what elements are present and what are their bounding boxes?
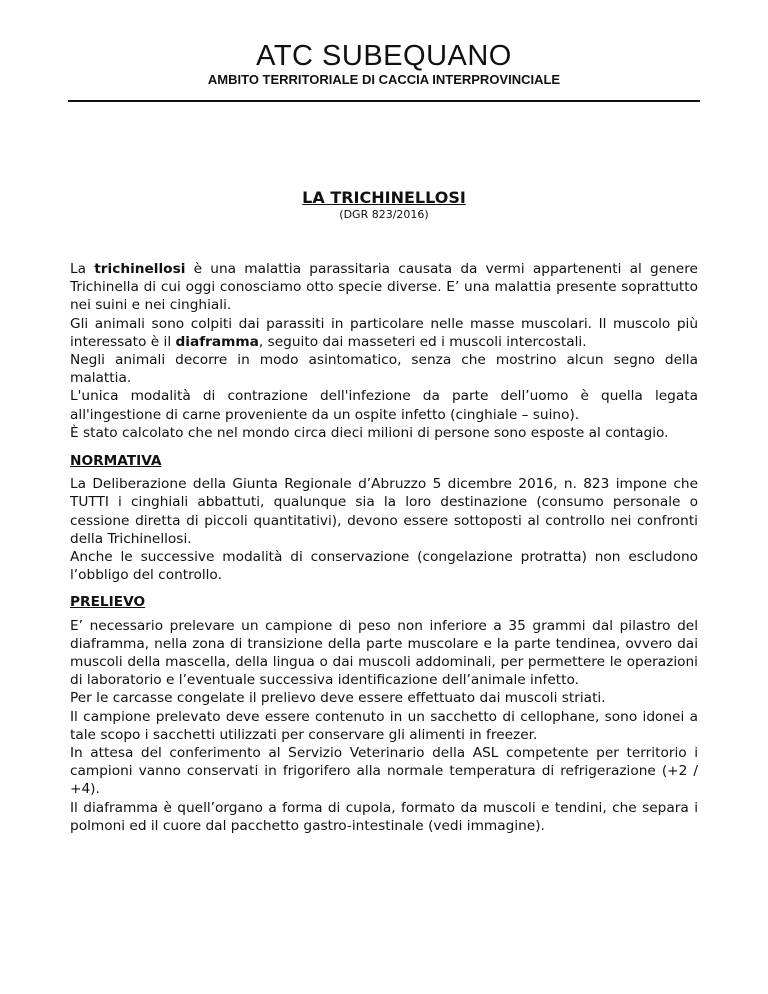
intro-paragraph-2	[70, 315, 698, 351]
text-run: è una malattia parassitaria causata da vermi appartenenti al genere Trichinella di cui oggi conosciamo otto specie diverse. E’ una malattia presente soprattutto nei suini e nei cinghiali.	[70, 261, 698, 314]
normativa-paragraph-1: La Deliberazione della Giunta Regionale d’Abruzzo 5 dicembre 2016, n. 823 impone che TUTTI i cinghiali abbattuti, qualunque sia la loro destinazione (consumo personale o cessione diretta di piccoli quantitativi), devono essere sottoposti al controllo nei confronti della Trichinellosi.	[70, 476, 698, 547]
text-run: Gli animali sono colpiti dai parassiti in particolare nelle masse muscolari. Il muscolo più interessato è il	[70, 315, 698, 350]
intro-paragraph-1	[70, 260, 698, 315]
bold-term-diaframma: diaframma	[175, 333, 259, 350]
document-title: LA TRICHINELLOSI	[302, 188, 466, 207]
prelievo-paragraph-5: Il diaframma è quell’organo a forma di cupola, formato da muscoli e tendini, che separa i polmoni ed il cuore dal pacchetto gastro-intestinale (vedi immagine).	[70, 799, 698, 834]
organization-subtitle: AMBITO TERRITORIALE DI CACCIA INTERPROVINCIALE	[207, 72, 561, 87]
prelievo-paragraph-1: E’ necessario prelevare un campione di peso non inferiore a 35 grammi dal pilastro del diaframma, nella zona di transizione della parte muscolare e la parte tendinea, ovvero dai muscoli della mascella, della lingua o dai muscoli addominali, per permettere le operazioni di laboratorio e l’eventuale successiva identificazione dell’animale infetto.	[70, 617, 698, 689]
intro-paragraph-4: L'unica modalità di contrazione dell'infezione da parte dell’uomo è quella legata all'ingestione di carne proveniente da un ospite infetto (cinghiale – suino).	[70, 388, 698, 423]
intro-paragraph-3: Negli animali decorre in modo asintomatico, senza che mostrino alcun segno della malattia.	[70, 352, 698, 387]
document-body	[70, 260, 698, 835]
section-heading-prelievo: PRELIEVO	[70, 594, 146, 611]
prelievo-paragraph-3: Il campione prelevato deve essere contenuto in un sacchetto di cellophane, sono idonei a tale scopo i sacchetti utilizzati per conservare gli alimenti in freezer.	[70, 708, 698, 743]
header-divider	[68, 100, 700, 102]
prelievo-paragraph-4: In attesa del conferimento al Servizio Veterinario della ASL competente per territorio i campioni vanno conservati in frigorifero alla normale temperatura di refrigerazione (+2 / +4).	[70, 745, 698, 798]
section-heading-normativa: NORMATIVA	[70, 453, 162, 470]
intro-paragraph-5: È stato calcolato che nel mondo circa dieci milioni di persone sono esposte al contagio.	[70, 424, 669, 441]
normativa-paragraph-2: Anche le successive modalità di conservazione (congelazione protratta) non escludono l’obbligo del controllo.	[70, 549, 698, 584]
prelievo-paragraph-2: Per le carcasse congelate il prelievo deve essere effettuato dai muscoli striati.	[70, 690, 606, 707]
text-run: La	[70, 261, 95, 277]
organization-title: ATC SUBEQUANO	[256, 40, 512, 72]
bold-term-trichinellosi: trichinellosi	[94, 261, 186, 277]
text-run: , seguito dai masseteri ed i muscoli intercostali.	[258, 333, 587, 350]
document-reference: (DGR 823/2016)	[339, 208, 429, 221]
